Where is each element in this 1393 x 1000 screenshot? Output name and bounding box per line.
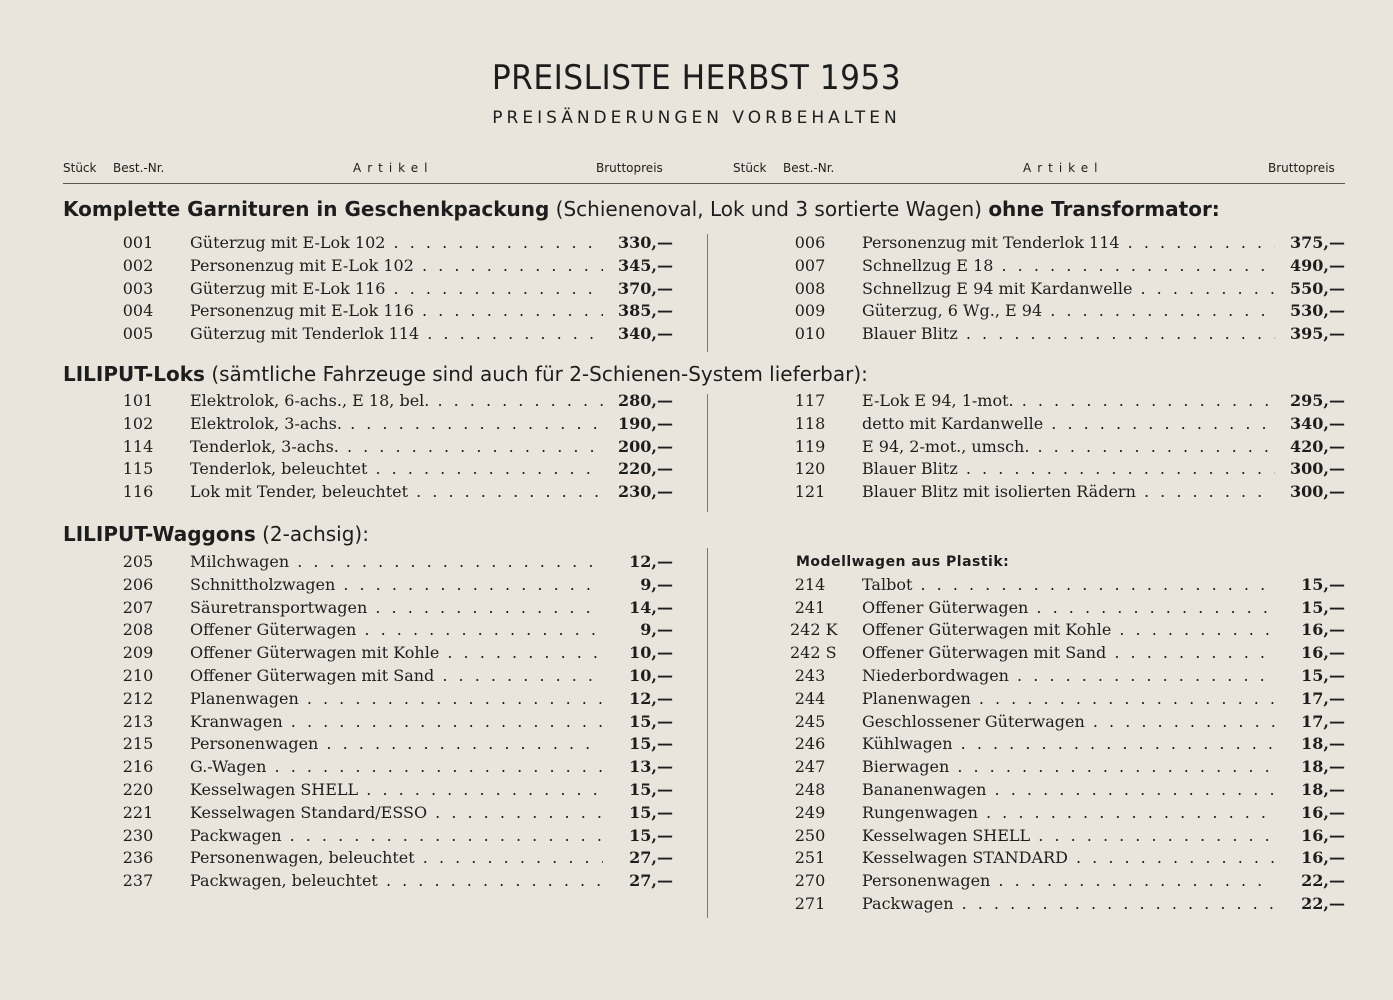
item-name: Personenzug mit Tenderlok 114 . . . (862, 232, 1275, 255)
item-name: Packwagen . . . (190, 825, 603, 848)
item-number: 220 (122, 779, 154, 799)
item-price: 15,— (629, 734, 673, 754)
price-row (118, 255, 673, 278)
header-preis: Bruttopreis (596, 161, 663, 175)
item-price: 280,— (618, 391, 673, 410)
price-row (790, 711, 1345, 734)
item-name: Geschlossener Güterwagen . . . (862, 711, 1275, 734)
item-name: Offener Güterwagen . . . (862, 597, 1275, 620)
price-row (790, 232, 1345, 255)
item-name: Güterzug mit Tenderlok 114 . . . (190, 323, 603, 346)
item-price: 16,— (1301, 848, 1345, 868)
price-row (118, 390, 673, 413)
item-number: 230 (122, 825, 154, 845)
price-row (118, 802, 673, 825)
item-number: 215 (122, 734, 154, 754)
price-row (118, 413, 673, 436)
price-row (790, 481, 1345, 504)
section-heading-bold: ohne Transformator: (988, 197, 1220, 221)
item-number: 003 (122, 278, 154, 298)
item-price: 15,— (629, 779, 673, 799)
header-artikel: Artikel (353, 161, 434, 175)
subheading-plastik: Modellwagen aus Plastik: (796, 554, 1010, 570)
item-price: 22,— (1301, 871, 1345, 891)
price-row (790, 323, 1345, 346)
item-name: Offener Güterwagen mit Kohle . . . (862, 619, 1275, 642)
item-name: Bananenwagen . . . (862, 779, 1275, 802)
price-row (790, 255, 1345, 278)
price-row (790, 574, 1345, 597)
item-price: 10,— (629, 665, 673, 685)
item-name: Rungenwagen . . . (862, 802, 1275, 825)
column-divider (707, 394, 708, 512)
header-preis: Bruttopreis (1268, 161, 1335, 175)
item-number: 001 (122, 233, 154, 252)
item-price: 385,— (618, 301, 673, 321)
item-price: 490,— (1290, 255, 1345, 275)
item-price: 22,— (1301, 893, 1345, 913)
price-row (790, 893, 1345, 916)
item-name: Kesselwagen Standard/ESSO . . . (190, 802, 603, 825)
item-name: Schnellzug E 94 mit Kardanwelle . . . (862, 278, 1275, 301)
item-number: 241 (794, 597, 826, 617)
section-heading-loks (63, 362, 868, 386)
price-row (118, 711, 673, 734)
item-number: 242 S (790, 643, 837, 663)
item-name: Niederbordwagen . . . (862, 665, 1275, 688)
item-number: 006 (794, 233, 826, 252)
price-row (790, 779, 1345, 802)
item-number: 101 (122, 391, 154, 410)
item-price: 27,— (629, 848, 673, 868)
price-row (118, 847, 673, 870)
item-name: G.-Wagen . . . (190, 756, 603, 779)
price-row (790, 619, 1345, 642)
item-number: 115 (122, 459, 154, 479)
price-row (790, 688, 1345, 711)
item-price: 530,— (1290, 301, 1345, 321)
header-stueck: Stück (733, 161, 767, 175)
item-name: Bierwagen . . . (862, 756, 1275, 779)
item-number: 214 (794, 574, 826, 594)
price-row (118, 733, 673, 756)
price-list-left (118, 551, 673, 893)
item-price: 10,— (629, 643, 673, 663)
item-number: 249 (794, 802, 826, 822)
item-price: 15,— (1301, 574, 1345, 594)
item-name: detto mit Kardanwelle . . . (862, 413, 1275, 436)
price-row (118, 597, 673, 620)
item-number: 007 (794, 255, 826, 275)
item-name: Elektrolok, 3-achs. . . . (190, 413, 603, 436)
item-price: 17,— (1301, 711, 1345, 731)
item-price: 230,— (618, 482, 673, 502)
item-name: Kesselwagen SHELL . . . (190, 779, 603, 802)
price-row (790, 300, 1345, 323)
item-price: 16,— (1301, 620, 1345, 640)
price-row (118, 619, 673, 642)
item-price: 220,— (618, 459, 673, 479)
price-row (118, 779, 673, 802)
item-price: 14,— (629, 597, 673, 617)
item-number: 221 (122, 802, 154, 822)
item-number: 242 K (790, 620, 838, 640)
item-number: 117 (794, 391, 826, 410)
item-price: 15,— (629, 711, 673, 731)
price-row (118, 551, 673, 574)
item-name: Offener Güterwagen mit Kohle . . . (190, 642, 603, 665)
item-number: 243 (794, 665, 826, 685)
header-bestnr: Best.-Nr. (783, 161, 835, 175)
item-number: 118 (794, 413, 826, 433)
item-name: Tenderlok, beleuchtet . . . (190, 458, 603, 481)
item-name: Schnittholzwagen . . . (190, 574, 603, 597)
item-price: 9,— (640, 574, 673, 594)
item-price: 420,— (1290, 436, 1345, 456)
item-price: 300,— (1290, 459, 1345, 479)
item-number: 209 (122, 643, 154, 663)
price-row (118, 458, 673, 481)
price-row (790, 278, 1345, 301)
item-number: 236 (122, 848, 154, 868)
column-divider (707, 234, 708, 352)
item-name: E-Lok E 94, 1-mot. . . . (862, 390, 1275, 413)
item-number: 270 (794, 871, 826, 891)
item-number: 250 (794, 825, 826, 845)
item-price: 300,— (1290, 482, 1345, 502)
column-header-left (63, 161, 675, 179)
item-name: Planenwagen . . . (190, 688, 603, 711)
section-heading-text: (Schienenoval, Lok und 3 sortierte Wagen) (549, 197, 989, 221)
item-number: 247 (794, 757, 826, 777)
item-price: 16,— (1301, 643, 1345, 663)
item-price: 18,— (1301, 757, 1345, 777)
item-price: 15,— (1301, 597, 1345, 617)
item-name: Lok mit Tender, beleuchtet . . . (190, 481, 603, 504)
item-price: 15,— (629, 825, 673, 845)
item-name: Tenderlok, 3-achs. . . . (190, 436, 603, 459)
item-name: Offener Güterwagen mit Sand . . . (190, 665, 603, 688)
item-number: 212 (122, 688, 154, 708)
item-name: Güterzug, 6 Wg., E 94 . . . (862, 300, 1275, 323)
item-name: Blauer Blitz mit isolierten Rädern . . . (862, 481, 1275, 504)
price-row (790, 733, 1345, 756)
price-row (118, 665, 673, 688)
item-name: Milchwagen . . . (190, 551, 603, 574)
item-number: 251 (794, 848, 826, 868)
price-list-left (118, 232, 673, 346)
item-price: 15,— (629, 802, 673, 822)
item-price: 15,— (1301, 665, 1345, 685)
price-row (118, 481, 673, 504)
section-heading-bold: Komplette Garnituren in Geschenkpackung (63, 197, 550, 221)
item-number: 205 (122, 552, 154, 571)
price-row (118, 574, 673, 597)
item-number: 245 (794, 711, 826, 731)
item-name: Güterzug mit E-Lok 102 . . . (190, 232, 603, 255)
item-price: 295,— (1290, 391, 1345, 410)
price-row (790, 436, 1345, 459)
item-price: 340,— (1290, 413, 1345, 433)
price-row (790, 665, 1345, 688)
item-number: 210 (122, 665, 154, 685)
item-name: Kesselwagen SHELL . . . (862, 825, 1275, 848)
item-number: 237 (122, 871, 154, 891)
item-price: 17,— (1301, 688, 1345, 708)
price-row (118, 300, 673, 323)
price-list-right (790, 551, 1345, 916)
price-row (118, 436, 673, 459)
price-row (118, 756, 673, 779)
item-number: 271 (794, 893, 826, 913)
item-price: 27,— (629, 871, 673, 891)
item-number: 208 (122, 620, 154, 640)
item-name: Blauer Blitz . . . (862, 458, 1275, 481)
price-row (790, 458, 1345, 481)
price-row (790, 870, 1345, 893)
item-price: 345,— (618, 255, 673, 275)
price-row (790, 642, 1345, 665)
item-number: 206 (122, 574, 154, 594)
price-row (790, 756, 1345, 779)
item-price: 375,— (1290, 233, 1345, 252)
item-number: 248 (794, 779, 826, 799)
item-number: 010 (794, 324, 826, 344)
item-name: Offener Güterwagen mit Sand . . . (862, 642, 1275, 665)
item-number: 009 (794, 301, 826, 321)
price-row (118, 323, 673, 346)
section-heading-waggons (63, 522, 369, 546)
price-row (118, 232, 673, 255)
section-heading-bold: LILIPUT-Waggons (63, 522, 256, 546)
price-list-right (790, 390, 1345, 504)
item-number: 246 (794, 734, 826, 754)
item-number: 121 (794, 482, 826, 502)
item-name: Kühlwagen . . . (862, 733, 1275, 756)
item-price: 13,— (629, 757, 673, 777)
price-row (118, 825, 673, 848)
header-artikel: Artikel (1023, 161, 1104, 175)
price-list-right (790, 232, 1345, 346)
item-number: 102 (122, 413, 154, 433)
item-price: 12,— (629, 688, 673, 708)
item-number: 207 (122, 597, 154, 617)
item-price: 12,— (629, 552, 673, 571)
price-row (118, 642, 673, 665)
item-name: Schnellzug E 18 . . . (862, 255, 1275, 278)
item-name: Säuretransportwagen . . . (190, 597, 603, 620)
item-name: E 94, 2-mot., umsch. . . . (862, 436, 1275, 459)
item-name: Talbot . . . (862, 574, 1275, 597)
item-name: Personenwagen . . . (190, 733, 603, 756)
item-name: Personenzug mit E-Lok 102 . . . (190, 255, 603, 278)
item-price: 16,— (1301, 802, 1345, 822)
item-number: 005 (122, 324, 154, 344)
item-name: Güterzug mit E-Lok 116 . . . (190, 278, 603, 301)
section-heading-text: (sämtliche Fahrzeuge sind auch für 2-Schienen-System lieferbar): (204, 362, 868, 386)
item-name: Kranwagen . . . (190, 711, 603, 734)
header-rule (63, 183, 1345, 184)
item-name: Planenwagen . . . (862, 688, 1275, 711)
header-bestnr: Best.-Nr. (113, 161, 165, 175)
price-row (118, 688, 673, 711)
item-number: 004 (122, 301, 154, 321)
section-heading-garnituren (63, 197, 1220, 221)
item-number: 120 (794, 459, 826, 479)
price-row (790, 802, 1345, 825)
item-number: 216 (122, 757, 154, 777)
item-number: 116 (122, 482, 154, 502)
item-name: Offener Güterwagen . . . (190, 619, 603, 642)
price-row (790, 847, 1345, 870)
item-price: 330,— (618, 233, 673, 252)
item-price: 18,— (1301, 779, 1345, 799)
item-name: Packwagen . . . (862, 893, 1275, 916)
price-row (118, 870, 673, 893)
price-row (790, 413, 1345, 436)
price-row (118, 278, 673, 301)
section-heading-bold: LILIPUT-Loks (63, 362, 205, 386)
section-heading-text: (2-achsig): (255, 522, 369, 546)
item-price: 550,— (1290, 278, 1345, 298)
item-price: 200,— (618, 436, 673, 456)
item-name: Blauer Blitz . . . (862, 323, 1275, 346)
price-list-right-rows (790, 574, 1345, 916)
item-price: 340,— (618, 324, 673, 344)
item-number: 119 (794, 436, 826, 456)
column-header-right (733, 161, 1345, 179)
price-row (790, 825, 1345, 848)
item-name: Personenwagen, beleuchtet . . . (190, 847, 603, 870)
page-title: PREISLISTE HERBST 1953 (491, 58, 902, 98)
item-price: 190,— (618, 413, 673, 433)
item-name: Kesselwagen STANDARD . . . (862, 847, 1275, 870)
item-price: 18,— (1301, 734, 1345, 754)
item-name: Personenzug mit E-Lok 116 . . . (190, 300, 603, 323)
item-name: Personenwagen . . . (862, 870, 1275, 893)
item-price: 9,— (640, 620, 673, 640)
item-number: 008 (794, 278, 826, 298)
price-row (790, 390, 1345, 413)
item-name: Packwagen, beleuchtet . . . (190, 870, 603, 893)
price-list-left (118, 390, 673, 504)
item-number: 002 (122, 255, 154, 275)
page-subtitle: PREISÄNDERUNGEN VORBEHALTEN (492, 108, 901, 128)
column-divider (707, 548, 708, 918)
item-price: 370,— (618, 278, 673, 298)
item-number: 114 (122, 436, 154, 456)
item-number: 213 (122, 711, 154, 731)
item-name: Elektrolok, 6-achs., E 18, bel. . . . (190, 390, 603, 413)
header-stueck: Stück (63, 161, 97, 175)
item-number: 244 (794, 688, 826, 708)
item-price: 395,— (1290, 324, 1345, 344)
item-price: 16,— (1301, 825, 1345, 845)
price-row (790, 597, 1345, 620)
